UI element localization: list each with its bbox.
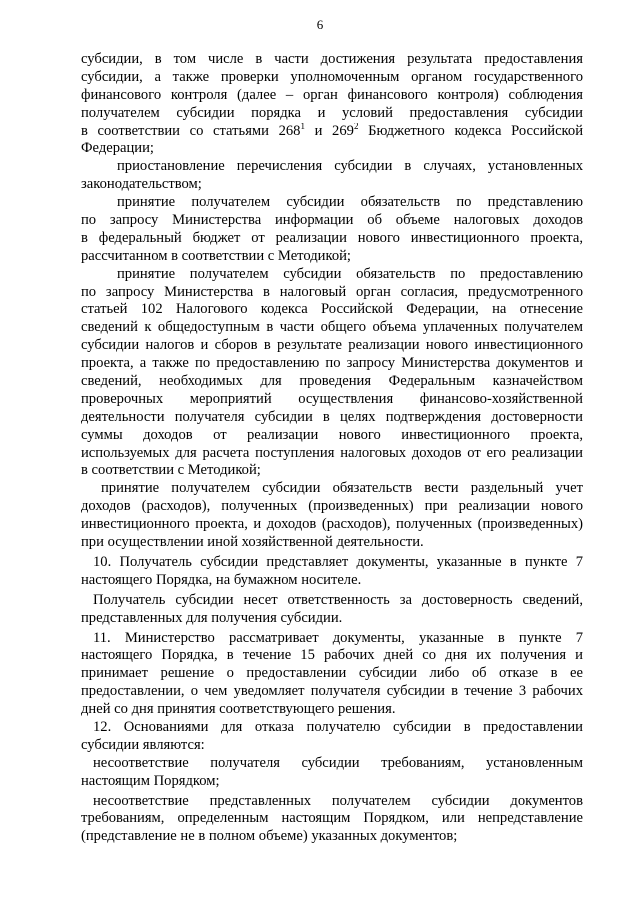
- text-line: [81, 123, 583, 141]
- text-line: субсидии, в том числе в части достижения результата предоставления: [81, 51, 583, 67]
- text-line: проекта, а также по предоставлению по запросу Министерства документов и: [81, 355, 583, 372]
- text-line: принимает решение о предоставлении субсидии либо об отказе в ее: [81, 665, 583, 682]
- paragraph: [81, 480, 583, 552]
- text-line: доходов (расходов), полученных (произведенных) при реализации нового: [81, 498, 583, 515]
- text-line: законодательством;: [81, 176, 202, 193]
- text-line: принятие получателем субсидии обязательств вести раздельный учет: [101, 480, 583, 497]
- paragraph: [81, 793, 583, 847]
- page-number: 6: [316, 17, 324, 32]
- superscript: 2: [353, 122, 359, 131]
- text-line: при осуществлении иной хозяйственной деятельности.: [81, 534, 424, 551]
- text-segment: и 269: [304, 122, 354, 139]
- text-line: по запросу Министерства информации об объеме налоговых доходов: [81, 212, 583, 229]
- paragraph: [81, 592, 583, 628]
- paragraph-item-11: [81, 630, 583, 719]
- text-line: субсидии, а также проверки уполномоченным органом государственного: [81, 68, 583, 85]
- text-line: сведений к общедоступным в части общего объема уплаченных получателем: [81, 319, 583, 336]
- text-line: 10. Получатель субсидии представляет документы, указанные в пункте 7: [93, 553, 583, 570]
- text-line: предоставлении, о чем уведомляет получателя субсидии в течение 3 рабочих: [81, 683, 583, 700]
- text-segment: Бюджетного кодекса Российской: [358, 122, 583, 139]
- text-line: деятельности получателя субсидии в целях подтверждения достоверности: [81, 408, 583, 425]
- text-line: настоящего Порядка, на бумажном носителе.: [81, 571, 362, 588]
- text-line: рассчитанном в соответствии с Методикой;: [81, 247, 351, 264]
- text-line: по запросу Министерства в налоговый орган согласия, предусмотренного: [81, 283, 583, 300]
- text-line: суммы доходов от реализации нового инвестиционного проекта,: [81, 426, 583, 443]
- text-line: финансового контроля (далее – орган финансового контроля) соблюдения: [81, 86, 583, 103]
- paragraph: [81, 158, 583, 194]
- paragraph-item-12: [81, 719, 583, 755]
- paragraph-item-10: [81, 554, 583, 590]
- text-line: требованиям, определенным настоящим Порядком, или непредставление: [81, 810, 583, 827]
- text-line: несоответствие получателя субсидии требованиям, установленным: [93, 754, 583, 771]
- text-line: 11. Министерство рассматривает документы, указанные в пункте 7: [93, 629, 583, 646]
- text-line: субсидии являются:: [81, 736, 205, 753]
- text-line: проверочных мероприятий осуществления финансово-хозяйственной: [81, 390, 583, 407]
- text-line: инвестиционного проекта, и доходов (расходов), полученных (произведенных): [81, 516, 583, 533]
- text-line: настоящего Порядка, в течение 15 рабочих дней со дня их получения и: [81, 647, 583, 664]
- paragraph: [81, 755, 583, 791]
- text-line: в соответствии с Методикой;: [81, 462, 261, 479]
- text-line: принятие получателем субсидии обязательств по предоставлению: [117, 265, 583, 282]
- text-line: несоответствие представленных получателем субсидии документов: [93, 792, 583, 809]
- text-line: Федерации;: [81, 140, 154, 157]
- text-line: получателем субсидии порядка и условий предоставления субсидии: [81, 104, 583, 121]
- text-line: настоящим Порядком;: [81, 772, 220, 789]
- document-body: [81, 51, 583, 846]
- text-line: используемых для расчета поступления налоговых доходов от его реализации: [81, 444, 583, 461]
- paragraph: [81, 194, 583, 266]
- text-line: дней со дня принятия соответствующего решения.: [81, 701, 396, 718]
- text-segment: в соответствии со статьями 268: [81, 122, 301, 139]
- text-line: субсидии налогов и сборов в результате реализации нового инвестиционного: [81, 337, 583, 354]
- text-line: приостановление перечисления субсидии в случаях, установленных: [117, 158, 583, 175]
- text-line: Получатель субсидии несет ответственность за достоверность сведений,: [93, 591, 583, 608]
- paragraph: [81, 51, 583, 158]
- superscript: 1: [300, 122, 305, 131]
- text-line: (представление не в полном объеме) указанных документов;: [81, 828, 458, 845]
- text-line: статьей 102 Налогового кодекса Российской Федерации, на отнесение: [81, 301, 583, 318]
- text-line: 12. Основаниями для отказа получателю субсидии в предоставлении: [93, 718, 583, 735]
- text-line: в федеральный бюджет от реализации нового инвестиционного проекта,: [81, 229, 583, 246]
- text-line: представленных для получения субсидии.: [81, 609, 343, 626]
- text-line: принятие получателем субсидии обязательств по представлению: [117, 194, 583, 211]
- paragraph: [81, 266, 583, 481]
- text-line: сведений, необходимых для проведения Федеральным казначейством: [81, 373, 583, 390]
